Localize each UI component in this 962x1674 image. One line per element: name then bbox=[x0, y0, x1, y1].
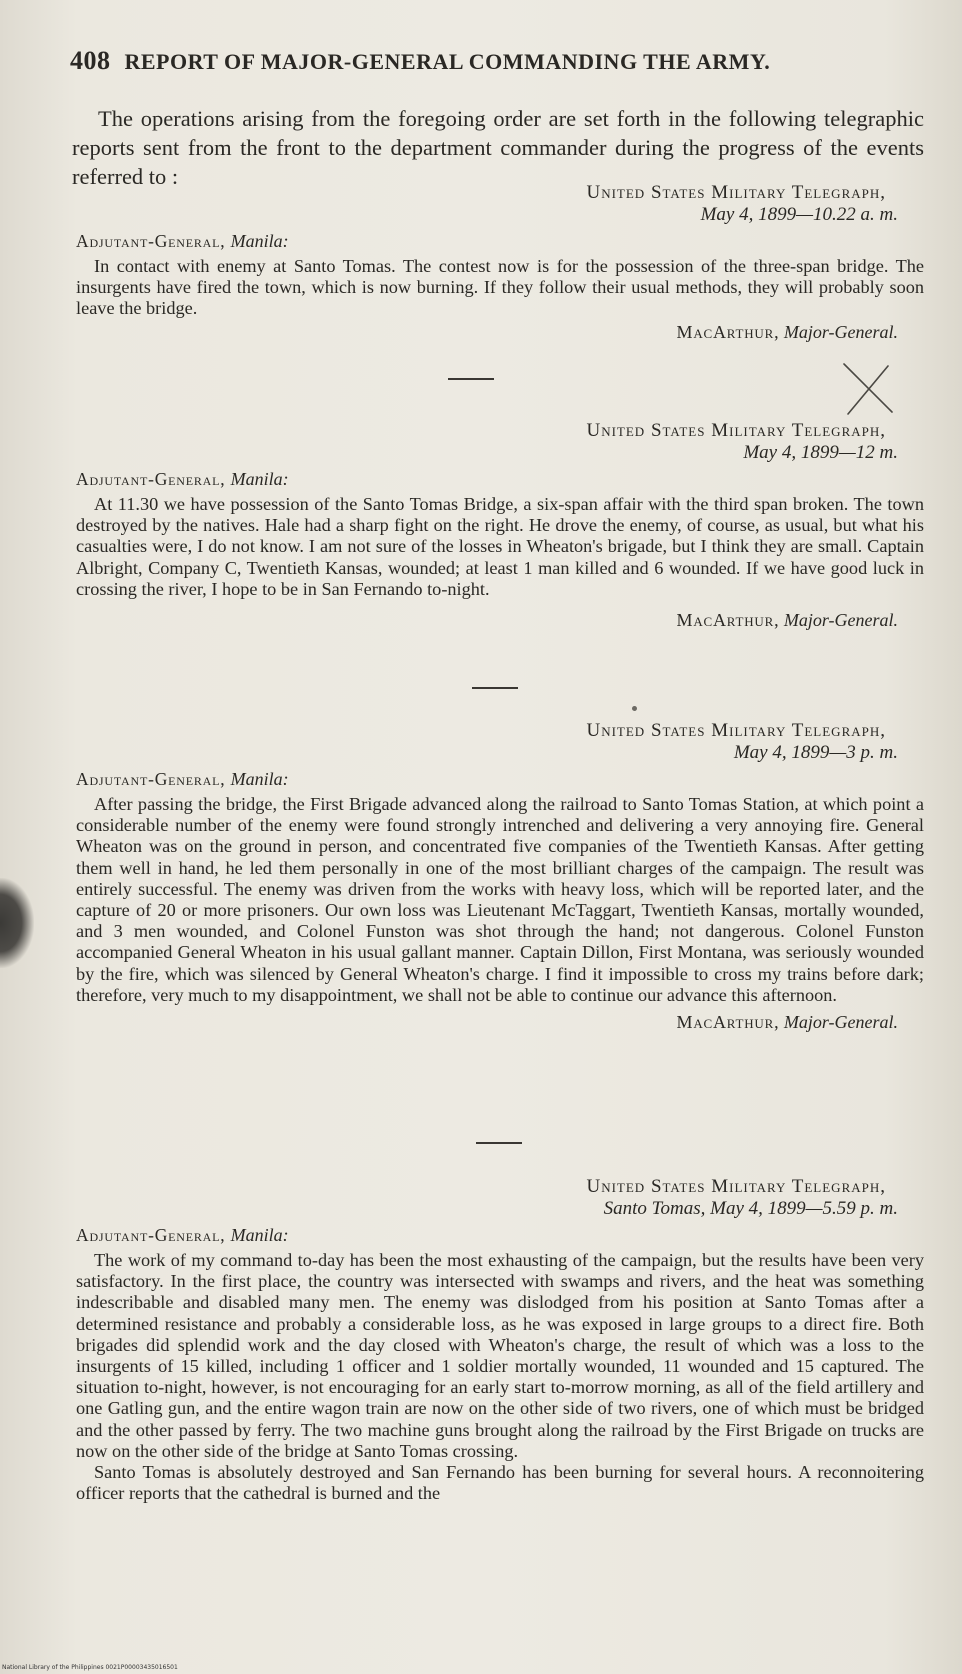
ink-speck bbox=[632, 706, 637, 711]
telegram-body: After passing the bridge, the First Brigade advanced along the railroad to Santo Tomas Station, at which point a considerable number of the enemy were found strongly intrenched and delivering a very annoying fire. General Wheaton was on the ground in person, and concentrated five companies of the Twentieth Kansas. After getting them well in hand, he led them personally in one of the most brilliant charges of the campaign. The result was entirely successful. The enemy was driven from the works with heavy loss, which will be reported later, and the capture of 20 or more prisoners. Our own loss was Lieutenant McTaggart, Twentieth Kansas, mortally wounded, and 3 men wounded, and Colonel Funston was shot through the hand; not dangerous. Colonel Funston accompanied General Wheaton in his usual gallant manner. Captain Dillon, First Montana, was seriously wounded by the fire, which was silenced by General Wheaton's charge. I find it impossible to cross my trains before dark; therefore, very much to my disappointment, we shall not be able to continue our advance this afternoon. bbox=[76, 794, 924, 1005]
signature-name: MacArthur, bbox=[676, 610, 780, 631]
telegram-date: May 4, 1899—12 m. bbox=[743, 442, 898, 463]
telegram-address bbox=[76, 230, 924, 252]
telegram-heading: United States Military Telegraph, bbox=[586, 420, 886, 441]
address-title: Adjutant-General, bbox=[76, 1225, 226, 1245]
telegram-address bbox=[76, 468, 924, 490]
telegram-4 bbox=[76, 1176, 924, 1504]
signature-rank: Major-General. bbox=[783, 321, 898, 342]
handwritten-x-mark bbox=[838, 362, 898, 416]
running-title: REPORT OF MAJOR-GENERAL COMMANDING THE ARMY. bbox=[124, 49, 771, 74]
section-divider bbox=[472, 687, 518, 689]
section-divider bbox=[476, 1142, 522, 1144]
telegram-2 bbox=[76, 420, 924, 632]
telegram-heading: United States Military Telegraph, bbox=[586, 182, 886, 203]
intro-text: The operations arising from the foregoing order are set forth in the following telegraphic reports sent from the front to the department commander during the progress of the events referred to : bbox=[72, 106, 924, 189]
telegram-3 bbox=[76, 720, 924, 1034]
signature-rank: Major-General. bbox=[783, 1012, 898, 1033]
scan-thumb-shadow bbox=[0, 878, 34, 968]
address-title: Adjutant-General, bbox=[76, 769, 226, 789]
telegram-address bbox=[76, 1224, 924, 1246]
telegram-date: Santo Tomas, May 4, 1899—5.59 p. m. bbox=[603, 1198, 898, 1219]
telegram-body-continued: Santo Tomas is absolutely destroyed and San Fernando has been burning for several hours. A reconnoitering officer reports that the cathedral is burned and the bbox=[76, 1462, 924, 1504]
signature-name: MacArthur, bbox=[676, 1012, 780, 1033]
telegram-signature bbox=[76, 1010, 924, 1034]
intro-paragraph bbox=[72, 104, 924, 191]
telegram-signature bbox=[76, 608, 924, 632]
signature-rank: Major-General. bbox=[783, 610, 898, 631]
address-title: Adjutant-General, bbox=[76, 469, 226, 489]
scan-footer: National Library of the Philippines 0021P00003435016501 bbox=[2, 1664, 178, 1671]
telegram-address bbox=[76, 768, 924, 790]
telegram-signature bbox=[76, 320, 924, 344]
telegram-date: May 4, 1899—10.22 a. m. bbox=[700, 204, 898, 225]
address-place: Manila: bbox=[230, 469, 289, 489]
telegram-heading: United States Military Telegraph, bbox=[586, 720, 886, 741]
page-number: 408 bbox=[70, 46, 111, 75]
telegram-body: At 11.30 we have possession of the Santo Tomas Bridge, a six-span affair with the third span broken. The town destroyed by the natives. Hale had a sharp fight on the right. He drove the enemy, of course, as usual, but what his casualties were, I do not know. I am not sure of the losses in Wheaton's brigade, but I think they are small. Captain Albright, Company C, Twentieth Kansas, wounded; at least 1 man killed and 6 wounded. If we have good luck in crossing the river, I hope to be in San Fernando to-night. bbox=[76, 494, 924, 599]
telegram-1 bbox=[76, 182, 924, 344]
address-place: Manila: bbox=[230, 231, 289, 251]
telegram-date: May 4, 1899—3 p. m. bbox=[733, 742, 898, 763]
telegram-heading: United States Military Telegraph, bbox=[586, 1176, 886, 1197]
address-title: Adjutant-General, bbox=[76, 231, 226, 251]
telegram-body: The work of my command to-day has been the most exhausting of the campaign, but the results have been very satisfactory. In the first place, the country was intersected with swamps and rivers, and the heat was something indescribable and disabled many men. The enemy was dislodged from his position at Santo Tomas after a determined resistance and probably a considerable loss, as he was exposed in large groups to a direct fire. Both brigades did splendid work and the day closed with Wheaton's charge, the result of which was a loss to the insurgents of 15 killed, including 1 officer and 1 soldier mortally wounded, 11 wounded and 15 captured. The situation to-night, however, is not encouraging for an early start to-morrow morning, as all of the field artillery and one Gatling gun, and the entire wagon train are now on the other side of two rivers, one of which must be bridged and the other passed by ferry. The two machine guns brought along the railroad by the First Brigade on trucks are now on the other side of the bridge at Santo Tomas crossing. bbox=[76, 1250, 924, 1461]
address-place: Manila: bbox=[230, 769, 289, 789]
page-header bbox=[70, 46, 900, 76]
signature-name: MacArthur, bbox=[676, 321, 780, 342]
section-divider bbox=[448, 378, 494, 380]
telegram-body: In contact with enemy at Santo Tomas. The contest now is for the possession of the three-span bridge. The insurgents have fired the town, which is now burning. If they follow their usual methods, they will probably soon leave the bridge. bbox=[76, 256, 924, 319]
address-place: Manila: bbox=[230, 1225, 289, 1245]
